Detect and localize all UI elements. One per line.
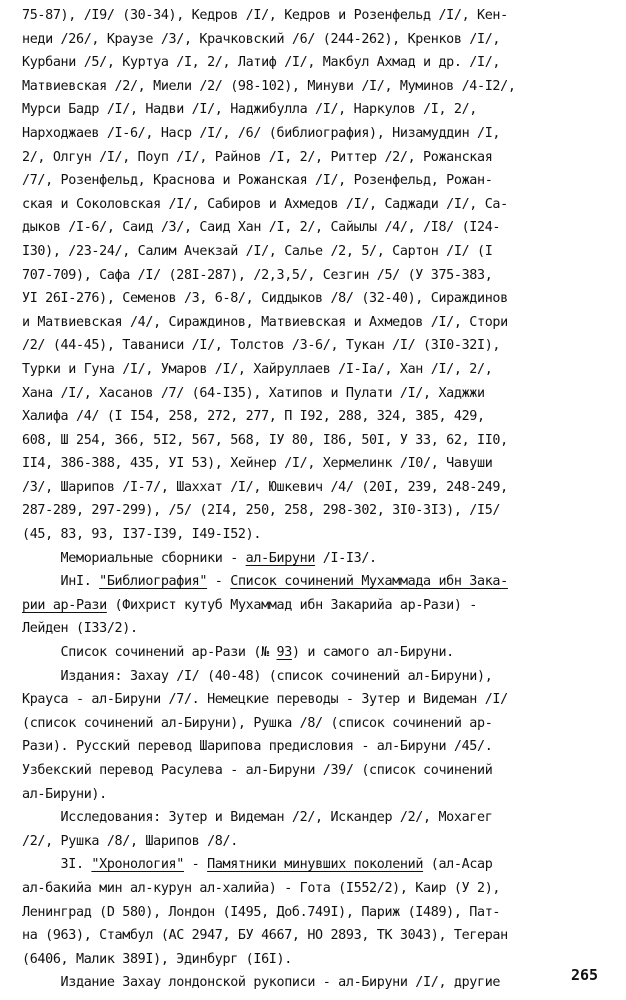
text-line: ская и Соколовская /I/, Сабиров и Ахмедов /I/, Саджади /I/, Са-	[22, 196, 508, 212]
text-line: Ленинград (D 580), Лондон (I495, Доб.749I), Париж (I489), Пат-	[22, 904, 501, 920]
text-line: Список сочинений ар-Рази (№ 93) и самого ал-Бируни.	[22, 645, 454, 661]
text-line: 707-709), Сафа /I/ (28I-287), /2,3,5/, Сезгин /5/ (У 375-383,	[22, 267, 493, 283]
text-line: ИнI. "Библиография" - Список сочинений Мухаммада ибн Зака-	[22, 574, 508, 590]
text-line: 75-87), /I9/ (30-34), Кедров /I/, Кедров и Розенфельд /I/, Кен-	[22, 8, 508, 23]
text-line: ал-бакийа мин ал-курун ал-халийа) - Гота (I552/2), Каир (У 2),	[22, 880, 501, 896]
text-line: 2/, Олгун /I/, Поуп /I/, Райнов /I, 2/, Риттер /2/, Рожанская	[22, 149, 493, 165]
text-line: Турки и Гуна /I/, Умаров /I/, Хайруллаев /I-Iа/, Хан /I/, 2/,	[22, 361, 493, 377]
text-line: Матвиевская /2/, Миели /2/ (98-102), Минуви /I/, Муминов /4-I2/,	[22, 78, 516, 94]
text-line: неди /26/, Краузе /3/, Крачковский /6/ (244-262), Кренков /I/,	[22, 31, 501, 47]
text-line: рии ар-Рази (Фихрист кутуб Мухаммад ибн Закарийа ар-Рази) -	[22, 597, 478, 613]
text-line: дыков /I-6/, Саид /3/, Саид Хан /I, 2/, Сайылы /4/, /I8/ (I24-	[22, 220, 501, 236]
text-line: Издания: Захау /I/ (40-48) (список сочинений ал-Бируни),	[22, 668, 493, 684]
body-text	[22, 4, 612, 995]
text-line: и Матвиевская /4/, Сираждинов, Матвиевская и Ахмедов /I/, Стори	[22, 314, 508, 330]
text-line: 608, Ш 254, 366, 5I2, 567, 568, IУ 80, I86, 50I, У 33, 62, II0,	[22, 432, 508, 448]
text-line: Исследования: Зутер и Видеман /2/, Искандер /2/, Мохагег	[22, 810, 493, 826]
text-line: (6406, Малик 389I), Эдинбург (I6I).	[22, 951, 292, 967]
text-line: Узбекский перевод Расулева - ал-Бируни /39/ (список сочинений	[22, 763, 493, 778]
text-line: Курбани /5/, Куртуа /I, 2/, Латиф /I/, Макбул Ахмад и др. /I/,	[22, 55, 501, 71]
text-line: Хана /I/, Хасанов /7/ (64-I35), Хатипов и Пулати /I/, Хаджжи	[22, 385, 485, 401]
page-number: 265	[571, 966, 599, 984]
text-line: Мурси Бадр /I/, Надви /I/, Наджибулла /I/, Наркулов /I, 2/,	[22, 102, 477, 118]
text-line: на (963), Стамбул (АС 2947, БУ 4667, НО 2893, ТК 3043), Тегеран	[22, 928, 508, 944]
text-line: Издание Захау лондонской рукописи - ал-Бируни /I/, другие	[22, 975, 501, 991]
text-line: /2/, Рушка /8/, Шарипов /8/.	[22, 833, 238, 849]
text-line: Рази). Русский перевод Шарипова предисловия - ал-Бируни /45/.	[22, 739, 493, 755]
text-line: Крауса - ал-Бируни /7/. Немецкие переводы - Зутер и Видеман /I/	[22, 692, 508, 708]
text-line: /7/, Розенфельд, Краснова и Рожанская /I/, Розенфельд, Рожан-	[22, 173, 493, 189]
text-line: 3I. "Хронология" - Памятники минувших поколений (ал-Асар	[22, 857, 493, 873]
text-line: 287-289, 297-299), /5/ (2I4, 250, 258, 298-302, 3I0-3I3), /I5/	[22, 503, 501, 519]
text-line: /3/, Шарипов /I-7/, Шаххат /I/, Юшкевич /4/ (20I, 239, 248-249,	[22, 479, 508, 495]
text-line: Мемориальные сборники - ал-Бируни /I-I3/.	[22, 550, 377, 566]
text-line: (45, 83, 93, I37-I39, I49-I52).	[22, 527, 262, 543]
text-line: (список сочинений ал-Бируни), Рушка /8/ (список сочинений ар-	[22, 715, 493, 731]
text-line: УI 26I-276), Семенов /3, 6-8/, Сиддыков /8/ (32-40), Сираждинов	[22, 291, 508, 307]
text-line: ал-Бируни).	[22, 786, 107, 802]
text-line: Лейден (I33/2).	[22, 621, 138, 637]
text-line: I30), /23-24/, Салим Ачекзай /I/, Салье /2, 5/, Сартон /I/ (I	[22, 243, 493, 259]
text-line: /2/ (44-45), Таваниси /I/, Толстов /3-6/, Тукан /I/ (3I0-32I),	[22, 338, 501, 354]
text-line: II4, 386-388, 435, УI 53), Хейнер /I/, Хермелинк /I0/, Чавуши	[22, 456, 493, 472]
text-line: Нарходжаев /I-6/, Наср /I/, /6/ (библиография), Низамуддин /I,	[22, 125, 501, 141]
text-line: Халифа /4/ (I I54, 258, 272, 277, П I92, 288, 324, 385, 429,	[22, 409, 485, 425]
